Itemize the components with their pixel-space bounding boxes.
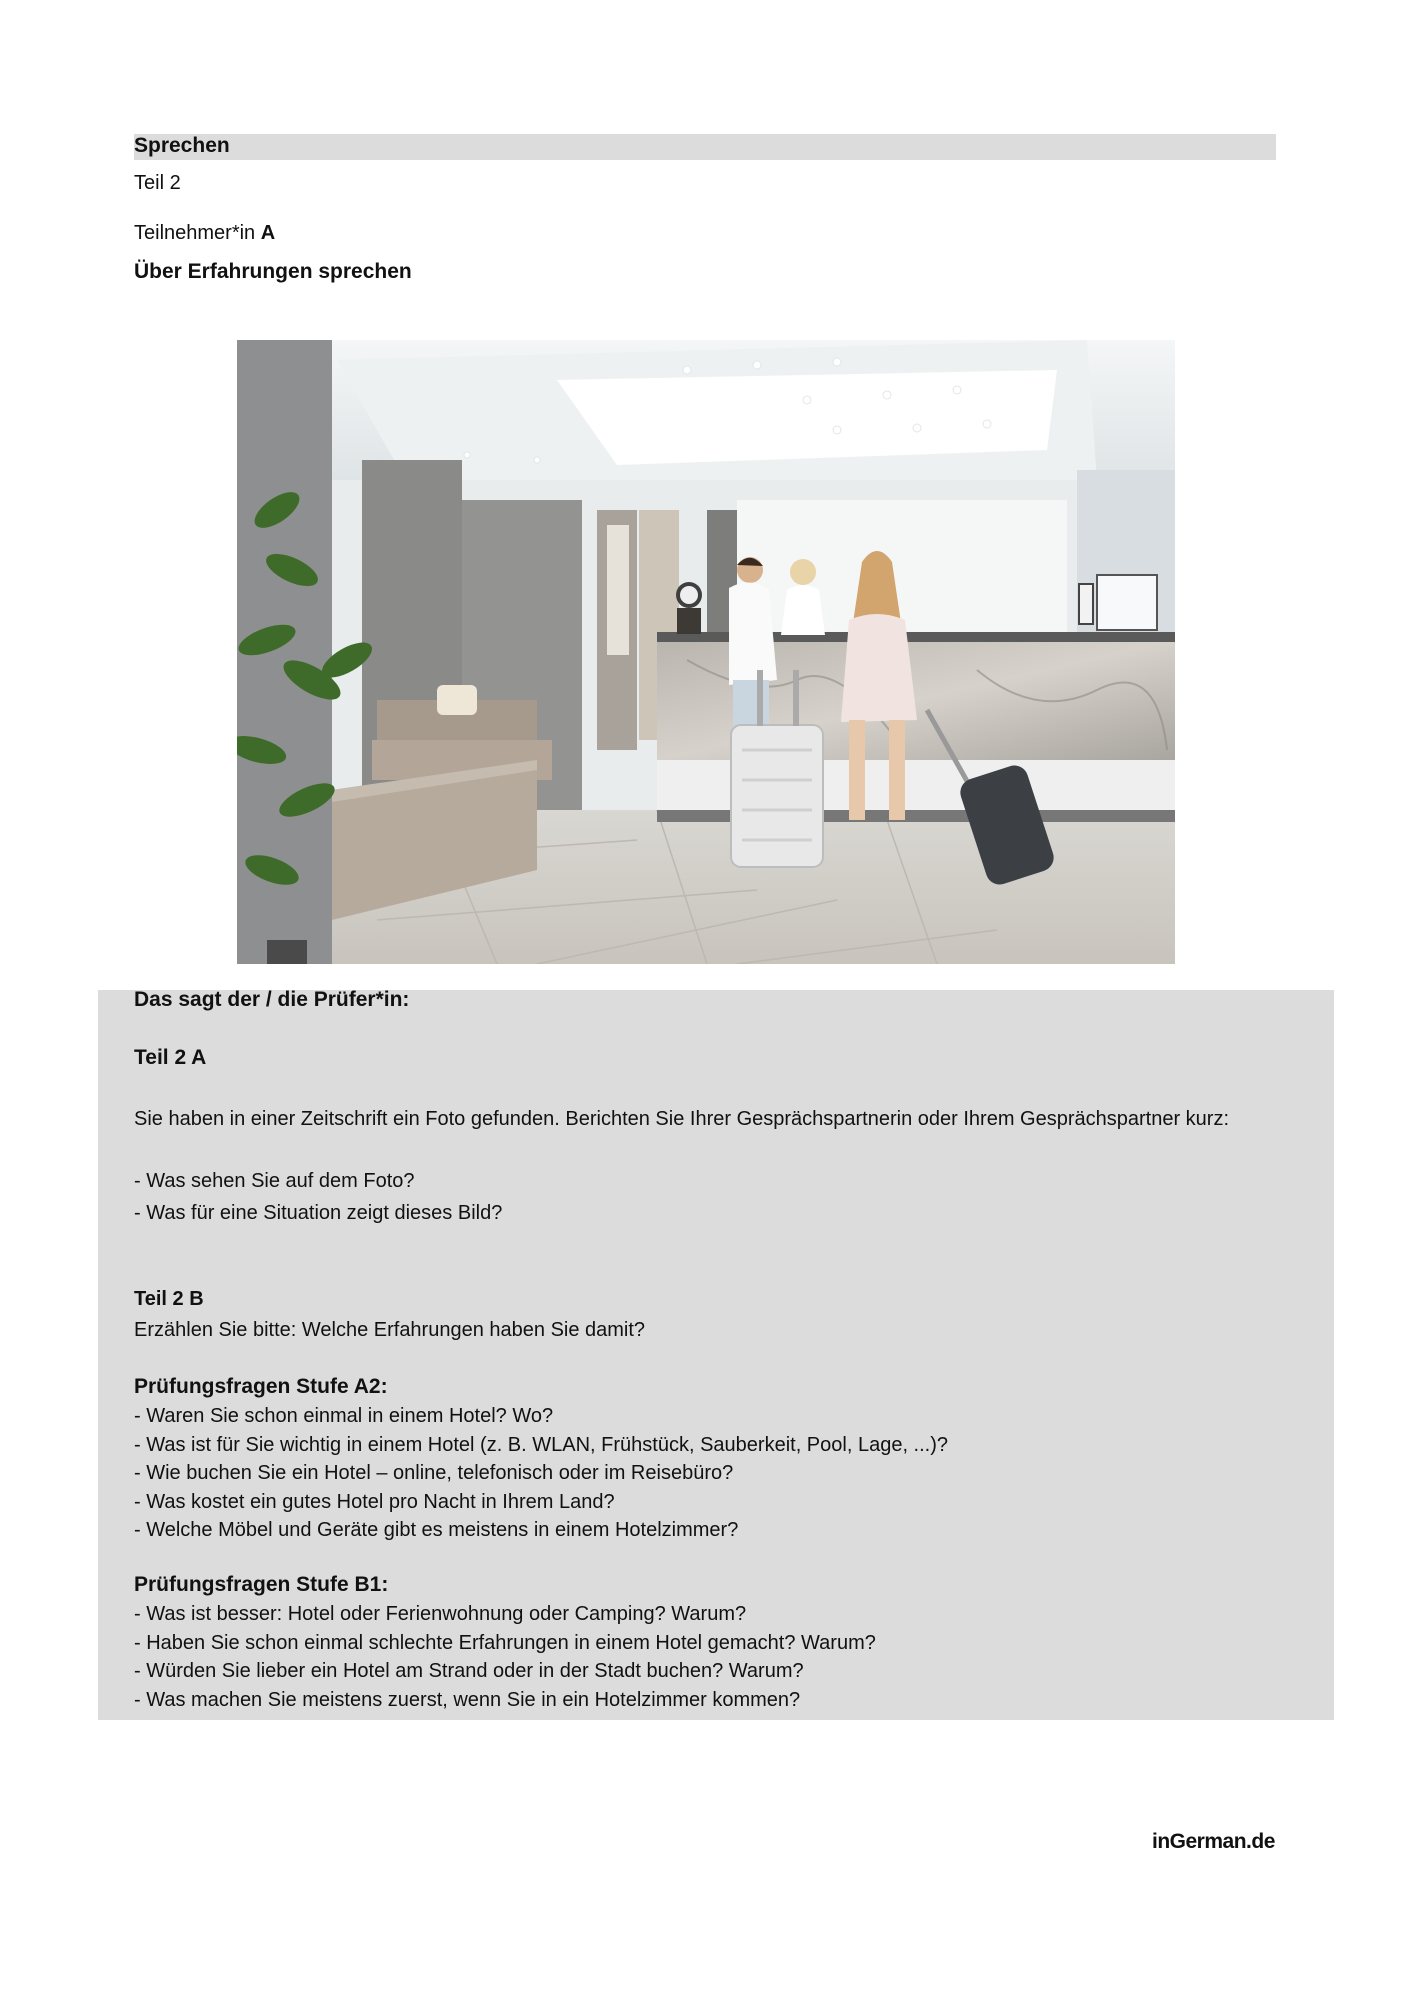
a2-questions-title: Prüfungsfragen Stufe A2: [134,1375,388,1398]
brand-logo-text: inGerman.de [1152,1830,1275,1853]
list-item: - Haben Sie schon einmal schlechte Erfahrungen in einem Hotel gemacht? Warum? [134,1631,876,1654]
list-item: - Was ist für Sie wichtig in einem Hotel (z. B. WLAN, Frühstück, Sauberkeit, Pool, Lage, ...)? [134,1433,949,1456]
a2-questions [134,1402,948,1545]
task-subtitle: Über Erfahrungen sprechen [134,260,412,283]
list-item: - Welche Möbel und Geräte gibt es meistens in einem Hotelzimmer? [134,1519,739,1541]
list-item: - Was machen Sie meistens zuerst, wenn Sie in ein Hotelzimmer kommen? [134,1688,801,1711]
participant-label [134,220,275,246]
part-label: Teil 2 [134,172,181,194]
participant-letter: A [260,222,276,244]
list-item: - Was ist besser: Hotel oder Ferienwohnung oder Camping? Warum? [134,1603,747,1625]
teil-2a-intro: Sie haben in einer Zeitschrift ein Foto gefunden. Berichten Sie Ihrer Gesprächspartnerin oder Ihrem Gesprächspartner kurz: [134,1108,1230,1130]
teil-2b-title: Teil 2 B [134,1288,204,1310]
hotel-reception-photo [237,340,1175,964]
list-item: - Was kostet ein gutes Hotel pro Nacht in Ihrem Land? [134,1490,615,1513]
list-item: - Würden Sie lieber ein Hotel am Strand oder in der Stadt buchen? Warum? [134,1660,804,1682]
list-item: - Was für eine Situation zeigt dieses Bild? [134,1202,503,1224]
teil-2a-title: Teil 2 A [134,1046,207,1069]
list-item: - Waren Sie schon einmal in einem Hotel? Wo? [134,1405,554,1427]
teil-2b-prompt: Erzählen Sie bitte: Welche Erfahrungen haben Sie damit? [134,1319,646,1341]
section-title: Sprechen [134,134,230,157]
section-header-bar [134,134,1276,160]
list-item: - Wie buchen Sie ein Hotel – online, telefonisch oder im Reisebüro? [134,1462,734,1484]
list-item: - Was sehen Sie auf dem Foto? [134,1170,415,1192]
participant-prefix: Teilnehmer*in [134,222,261,244]
examiner-heading: Das sagt der / die Prüfer*in: [134,988,410,1011]
b1-questions [134,1600,876,1714]
teil-2a-questions [134,1165,502,1229]
b1-questions-title: Prüfungsfragen Stufe B1: [134,1573,389,1596]
